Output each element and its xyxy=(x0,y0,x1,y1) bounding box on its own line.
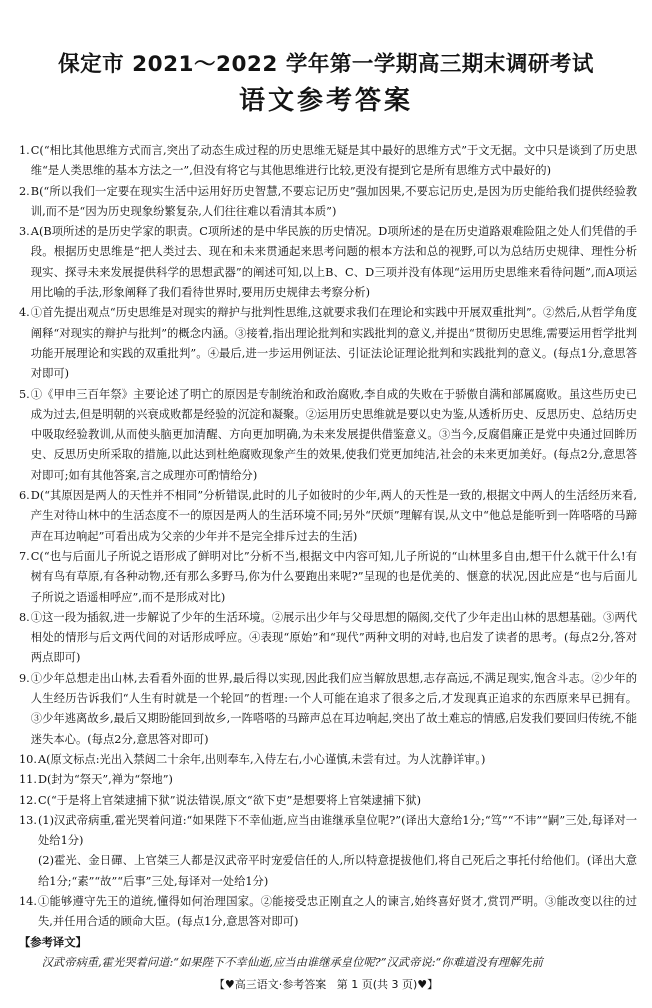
answer-number: 5. xyxy=(19,387,30,401)
answer-paragraph: C(“也与后面儿子所说之语形成了鲜明对比”分析不当,根据文中内容可知,儿子所说的“山林里多自由,想干什么就干什么!有树有鸟有草原,有各种动物,还有那么多野马,你为什么要跑出来呢?”呈现的也是优美的、惬意的状况,因此应是“也与后面儿子所说之语遥相呼应”,而不是形成对比) xyxy=(30,549,637,604)
answer-text xyxy=(38,811,637,892)
answer-text xyxy=(31,222,637,303)
answer-item xyxy=(19,770,637,790)
answer-text xyxy=(31,547,637,608)
answer-item xyxy=(19,303,637,384)
answer-paragraph: B(“所以我们一定要在现实生活中运用好历史智慧,不要忘记历史”强加因果,不要忘记历史,是因为历史能给我们提供经验教训,而不是“因为历史现象纷繁复杂,人们往往难以看清其本质”) xyxy=(30,184,637,218)
footer-left-bracket: 【 xyxy=(213,978,225,991)
answer-number: 9. xyxy=(19,671,30,685)
footer-right-bracket: 】 xyxy=(427,978,439,991)
answer-paragraph: A(B项所述的是历史学家的职责。C项所述的是中华民族的历史情况。D项所述的是在历史道路艰难险阻之处人们凭借的手段。根据历史思维是“把人类过去、现在和未来贯通起来思考问题的根本方法和总的视野,可以为总结历史规律、理性分析现实、探寻未来发展提供科学的思想武器”的阐述可知,以上B、C、D三项并没有体现“运用历史思维来看待问题”,而A项运用比喻的手法,形象阐释了我们看待世界时,要用历史规律去考察分析) xyxy=(30,225,637,300)
answer-number: 14. xyxy=(19,894,37,908)
exam-title: 保定市 2021～2022 学年第一学期高三期末调研考试 xyxy=(58,52,594,77)
answer-item xyxy=(19,486,637,547)
page-footer xyxy=(0,977,652,993)
answer-item xyxy=(19,811,637,892)
reference-heading: 【参考译文】 xyxy=(19,935,87,949)
answer-text xyxy=(31,385,637,486)
answer-paragraph: ①《甲申三百年祭》主要论述了明亡的原因是专制统治和政治腐败,李自成的失败在于骄傲自满和部属腐败。虽这些历史已成为过去,但是明朝的兴衰成败都是经验的沉淀和凝聚。②运用历史思维就是要以史为鉴,从透析历史、反思历史、总结历史中吸取经验教训,从而使头脑更加清醒、方向更加明确,为未来发展提供借鉴意义。③当今,反腐倡廉正是党中央通过回眸历史、反思历史所采取的措施,以此达到杜绝腐败现象产生的效果,使我们党更加纯洁,社会的未来更加美好。(每点2分,意思答对即可;如有其他答案,言之成理亦可酌情给分) xyxy=(30,387,637,482)
answer-number: 6. xyxy=(19,489,30,503)
answer-text xyxy=(31,141,637,182)
answer-paragraph: ①少年总想走出山林,去看看外面的世界,最后得以实现,因此我们应当解放思想,志存高远,不满足现实,饱含斗志。②少年的人生经历告诉我们“人生有时就是一个轮回”的哲理:一个人可能在追求了很多之后,才发现真正追求的东西原来早已拥有。③少年逃离故乡,最后又期盼能回到故乡,一阵嗒嗒的马蹄声总在耳边响起,突出了故土难忘的情感,启发我们要回归传统,不能迷失本心。(每点2分,意思答对即可) xyxy=(30,671,637,746)
answer-item xyxy=(19,547,637,608)
answer-number: 8. xyxy=(19,610,30,624)
answer-number: 1. xyxy=(19,144,30,157)
answer-item xyxy=(19,385,637,486)
answer-text xyxy=(31,303,637,384)
answer-item xyxy=(19,750,637,770)
answer-item xyxy=(19,141,637,182)
answer-number: 7. xyxy=(19,549,30,563)
answer-text xyxy=(31,486,637,547)
answer-paragraph: D(“其原因是两人的天性并不相同”分析错误,此时的儿子如彼时的少年,两人的天性是一致的,根据文中两人的生活经历来看,产生对待山林中的生活态度不一的原因是两人的生活环境不同;另外“厌烦”理解有误,从文中“他总是能听到一阵嗒嗒的马蹄声在耳边响起”可看出成为父亲的少年并不是完全排斥过去的生活) xyxy=(30,489,637,543)
heart-icon: ♥ xyxy=(417,978,428,991)
answer-number: 10. xyxy=(19,752,37,766)
answer-text xyxy=(38,892,637,933)
answer-number: 13. xyxy=(19,813,37,827)
answer-text xyxy=(31,608,637,669)
answer-text xyxy=(38,770,637,790)
answer-number: 12. xyxy=(19,793,37,807)
answer-item xyxy=(19,608,637,669)
footer-subject: 高三语文·参考答案 xyxy=(234,978,327,991)
answer-title: 语文参考答案 xyxy=(238,86,413,116)
answer-text xyxy=(38,791,637,811)
answers-list xyxy=(19,141,637,973)
answer-item xyxy=(19,222,637,303)
answer-item xyxy=(19,892,637,933)
answer-item xyxy=(19,669,637,750)
heart-icon: ♥ xyxy=(224,978,235,991)
answer-item xyxy=(19,791,637,811)
reference-translation-text: 汉武帝病重,霍光哭着问道:“如果陛下不幸仙逝,应当由谁继承皇位呢?”汉武帝说:“你难道没有理解先前 xyxy=(41,955,543,969)
answer-paragraph: ①首先提出观点“历史思维是对现实的辩护与批判性思维,这就要求我们在理论和实践中开展双重批判”。②然后,从哲学角度阐释“对现实的辩护与批判”的概念内涵。③接着,指出理论批判和实践批判的意义,并提出“贯彻历史思维,需要运用哲学批判功能开展理论和实践的双重批判”。④最后,进一步运用例证法、引证法论证理论批判和实践批判的意义。(每点1分,意思答对即可) xyxy=(30,306,637,381)
answer-paragraph: ①这一段为插叙,进一步解说了少年的生活环境。②展示出少年与父母思想的隔阂,交代了少年走出山林的思想基础。③两代相处的情形与后文两代间的对话形成呼应。④表现“原始”和“现代”两种文明的对峙,也启发了读者的思考。(每点2分,答对两点即可) xyxy=(30,610,637,665)
answer-paragraph: A(原文标点:光出入禁闼二十余年,出则奉车,入侍左右,小心谨慎,未尝有过。为人沈静详审。) xyxy=(37,752,486,766)
answer-number: 11. xyxy=(19,773,37,787)
answer-paragraph: (1)汉武帝病重,霍光哭着问道:“如果陛下不幸仙逝,应当由谁继承皇位呢?”(译出大意给1分;“笃”“不讳”“嗣”三处,每译对一处给1分) xyxy=(37,813,637,848)
answer-paragraph: ①能够遵守先王的道统,懂得如何治理国家。②能接受忠正刚直之人的谏言,始终喜好贤才,赏罚严明。③能改变以往的过失,并任用合适的顾命大臣。(每点1分,意思答对即可) xyxy=(37,894,637,929)
answer-number: 2. xyxy=(19,184,30,198)
answer-text xyxy=(38,750,637,770)
answer-text xyxy=(31,669,637,750)
answer-paragraph: C(“相比其他思维方式而言,突出了动态生成过程的历史思维无疑是其中最好的思维方式”于文无据。文中只是谈到了历史思维“是人类思维的基本方法之一”,但没有将它与其他思维进行比较,更没有提到它是所有思维方式中最好的) xyxy=(30,144,637,178)
answer-text xyxy=(31,182,637,223)
answer-paragraph: D(封为“祭天”,禅为“祭地”) xyxy=(37,773,173,787)
answer-number: 4. xyxy=(19,306,30,320)
footer-page-number: 第 1 页(共 3 页) xyxy=(336,978,418,991)
answer-item xyxy=(19,182,637,223)
answer-number: 3. xyxy=(19,225,30,239)
answer-paragraph: (2)霍光、金日磾、上官桀三人都是汉武帝平时宠爱信任的人,所以特意提拔他们,将自己死后之事托付给他们。(译出大意给1分;“素”“故”“后事”三处,每译对一处给1分) xyxy=(37,854,637,888)
answer-paragraph: C(“于是将上官桀逮捕下狱”说法错误,原文“欲下吏”是想要将上官桀逮捕下狱) xyxy=(37,793,422,807)
